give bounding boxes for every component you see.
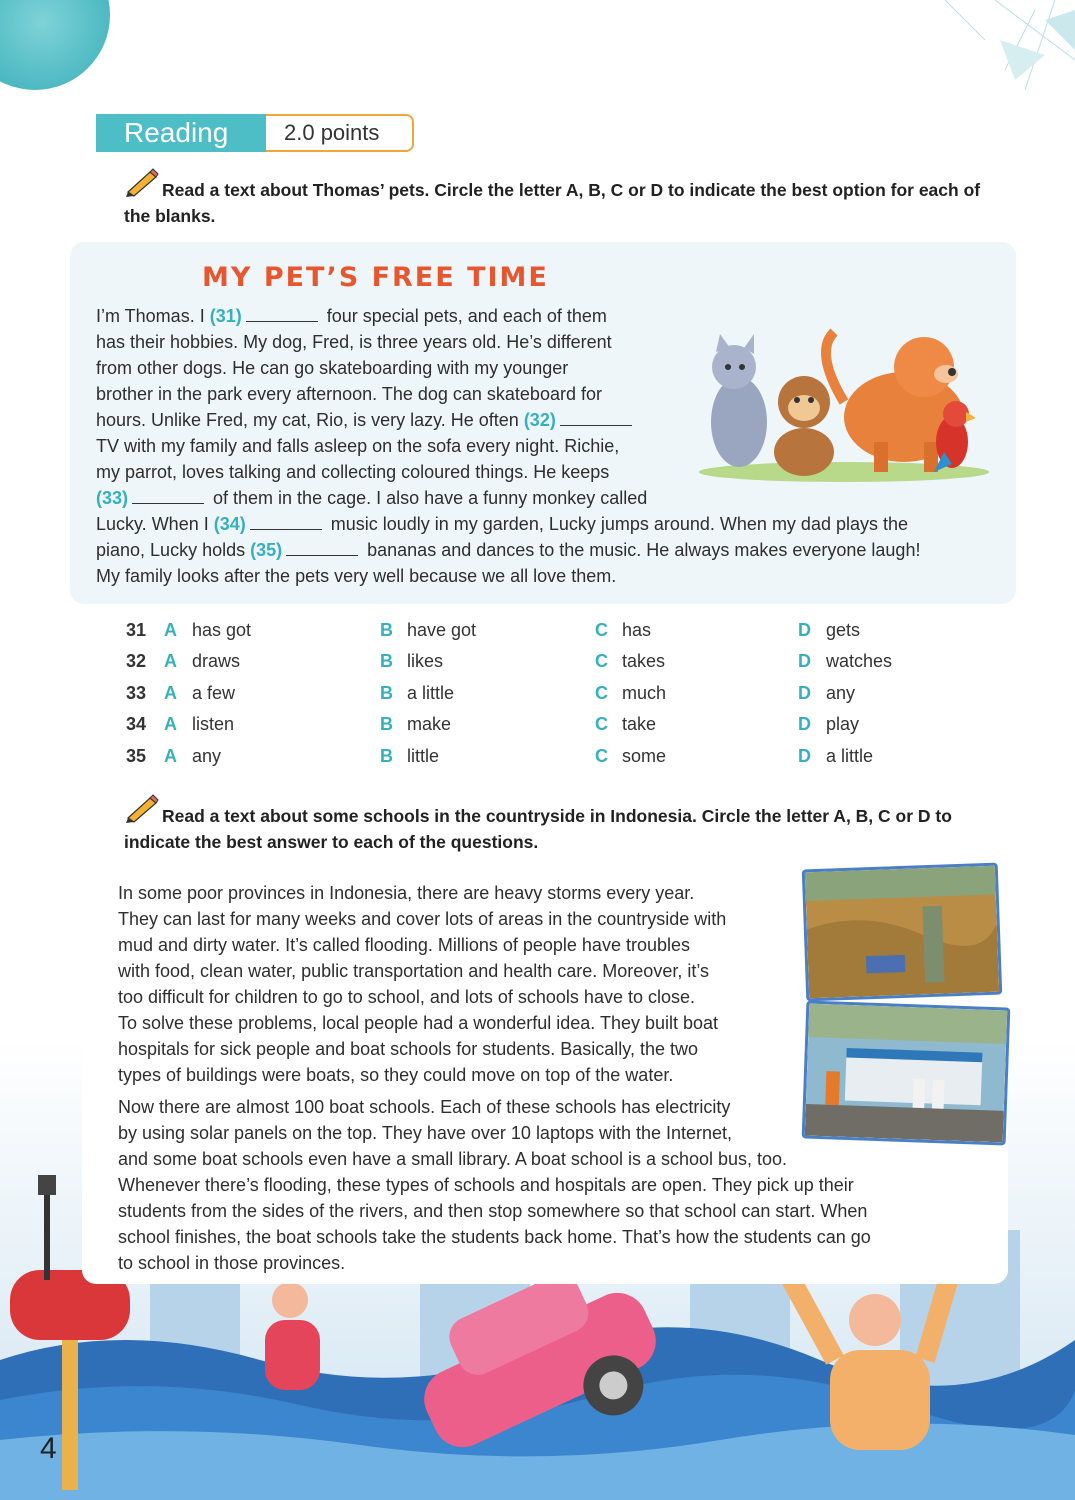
option-text: some [622,746,667,766]
option-text: takes [622,651,666,671]
story-line: I’m Thomas. I (31) four special pets, and each of them [96,306,607,326]
option-text: a few [192,683,236,703]
option-letter-c[interactable]: C [595,683,608,703]
option-text: little [407,746,440,766]
story-title: MY PET’S FREE TIME [202,262,549,293]
option-letter-d[interactable]: D [798,651,811,671]
story-line: (33) of them in the cage. I also have a funny monkey called [96,488,648,508]
option-text: gets [826,620,861,640]
story-line: TV with my family and falls asleep on the sofa every night. Richie, [96,436,620,456]
article-line: In some poor provinces in Indonesia, there are heavy storms every year. [118,883,695,903]
article-line: to school in those provinces. [118,1253,346,1273]
option-letter-a[interactable]: A [164,620,177,640]
article-line: To solve these problems, local people had a wonderful idea. They built boat [118,1013,719,1033]
question-number: 31 [126,620,147,640]
option-text: a little [826,746,874,766]
article-line: mud and dirty water. It’s called flooding. Millions of people have troubles [118,935,690,955]
question-number: 33 [126,683,147,703]
option-text: make [407,714,452,734]
article-line: hospitals for sick people and boat schools for students. Basically, the two [118,1039,698,1059]
option-row-32 [126,651,926,679]
option-letter-d[interactable]: D [798,714,811,734]
option-row-33 [126,683,926,711]
story-line: has their hobbies. My dog, Fred, is three years old. He’s different [96,332,612,352]
story-line: brother in the park every afternoon. The dog can skateboard for [96,384,602,404]
option-letter-a[interactable]: A [164,651,177,671]
article-line: types of buildings were boats, so they could move on top of the water. [118,1065,674,1085]
question-number: 32 [126,651,147,671]
story-line: my parrot, loves talking and collecting coloured things. He keeps [96,462,610,482]
option-letter-c[interactable]: C [595,651,608,671]
article-line: students from the sides of the rivers, and then stop somewhere so that school can start. When [118,1201,868,1221]
section-label: Reading [96,114,266,152]
option-text: a little [407,683,455,703]
header-network-decoration [745,0,1075,100]
blank-number-35: (35) [250,540,283,560]
blank-34 [250,515,322,530]
option-text: watches [826,651,893,671]
option-letter-a[interactable]: A [164,683,177,703]
option-text: listen [192,714,235,734]
option-letter-b[interactable]: B [380,620,393,640]
option-text: has got [192,620,252,640]
question-number: 35 [126,746,147,766]
option-letter-c[interactable]: C [595,620,608,640]
blank-31 [246,307,318,322]
option-text: any [826,683,856,703]
story-line: Lucky. When I (34) music loudly in my garden, Lucky jumps around. When my dad plays the [96,514,909,534]
pets-illustration [694,322,994,482]
option-letter-d[interactable]: D [798,683,811,703]
option-text: any [192,746,222,766]
option-text: draws [192,651,241,671]
blank-number-33: (33) [96,488,129,508]
article-line: school finishes, the boat schools take the students back home. That’s how the students can go [118,1227,871,1247]
article-line: too difficult for children to go to school, and lots of schools have to close. [118,987,696,1007]
story-line: from other dogs. He can go skateboarding with my younger [96,358,569,378]
page-number: 4 [40,1432,57,1465]
flood-aerial-photo [802,863,1002,1002]
option-letter-b[interactable]: B [380,714,393,734]
article-line: They can last for many weeks and cover lots of areas in the countryside with [118,909,727,929]
option-letter-b[interactable]: B [380,746,393,766]
boat-school-photo [802,1000,1011,1145]
story-line: My family looks after the pets very well because we all love them. [96,566,617,586]
blank-33 [132,489,204,504]
blank-number-32: (32) [523,410,556,430]
option-text: play [826,714,860,734]
option-text: likes [407,651,444,671]
article-line: by using solar panels on the top. They have over 10 laptops with the Internet, [118,1123,733,1143]
blank-number-34: (34) [213,514,246,534]
option-text: has [622,620,652,640]
instruction-2: Read a text about some schools in the countryside in Indonesia. Circle the letter A, B, C or D to indicate the best answer to each of the questions. [124,806,952,852]
option-letter-a[interactable]: A [164,714,177,734]
option-letter-d[interactable]: D [798,620,811,640]
option-row-31 [126,620,926,648]
option-letter-c[interactable]: C [595,746,608,766]
question-number: 34 [126,714,147,734]
article-line: Now there are almost 100 boat schools. Each of these schools has electricity [118,1097,731,1117]
option-letter-b[interactable]: B [380,651,393,671]
option-text: take [622,714,657,734]
option-letter-b[interactable]: B [380,683,393,703]
blank-32 [560,411,632,426]
option-letter-d[interactable]: D [798,746,811,766]
story-line: hours. Unlike Fred, my cat, Rio, is very lazy. He often (32) [96,407,996,433]
blank-35 [286,541,358,556]
option-text: much [622,683,667,703]
option-letter-c[interactable]: C [595,714,608,734]
header-decoration-circle [0,0,110,90]
article-line: Whenever there’s flooding, these types of schools and hospitals are open. They pick up their [118,1175,854,1195]
article-line: and some boat schools even have a small library. A boat school is a school bus, too. [118,1149,788,1169]
option-letter-a[interactable]: A [164,746,177,766]
blank-number-31: (31) [209,306,242,326]
section-points: 2.0 points [266,114,414,152]
article-line: with food, clean water, public transportation and health care. Moreover, it’s [118,961,710,981]
option-row-35 [126,746,926,774]
option-row-34 [126,714,926,742]
instruction-1: Read a text about Thomas’ pets. Circle the letter A, B, C or D to indicate the best option for each of the blanks. [124,180,981,226]
story-line: piano, Lucky holds (35) bananas and dances to the music. He always makes everyone laugh! [96,540,921,560]
option-text: have got [407,620,477,640]
